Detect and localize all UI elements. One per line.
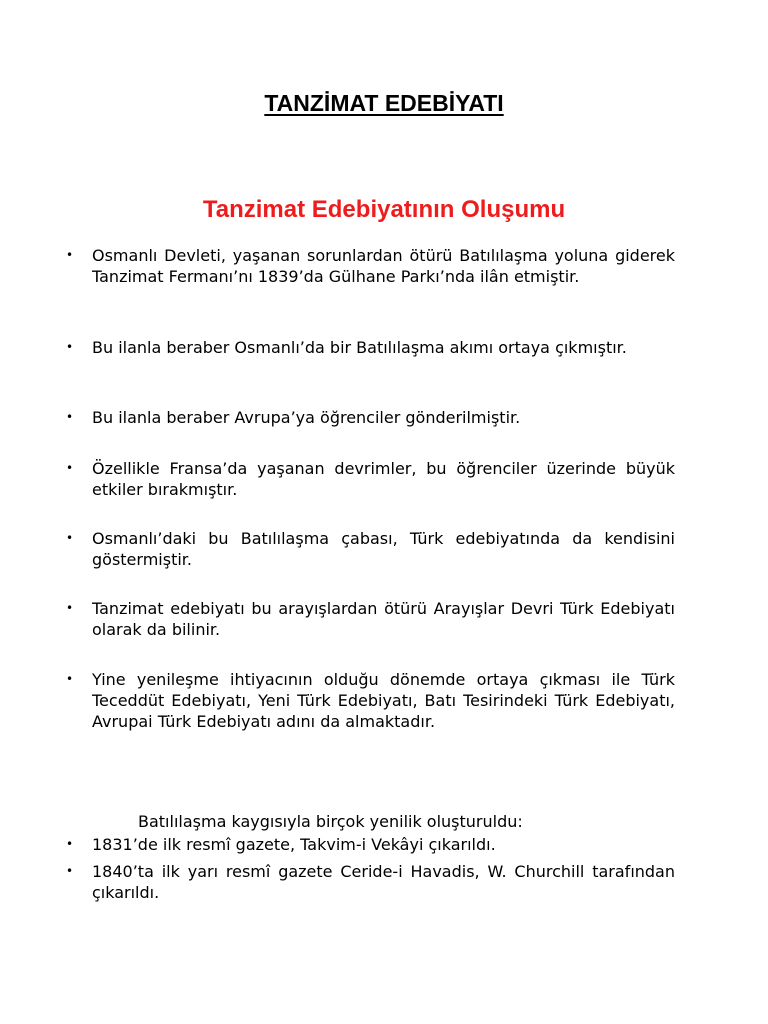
list-item-text: Tanzimat edebiyatı bu arayışlardan ötürü Arayışlar Devri Türk Edebiyatı olarak da bilinir.: [92, 599, 675, 639]
bullet-icon: •: [66, 601, 74, 615]
innovations-intro: Batılılaşma kaygısıyla birçok yenilik oluşturuldu:: [138, 812, 523, 831]
bullet-icon: •: [66, 248, 74, 262]
bullet-icon: •: [66, 461, 74, 475]
list-item-text: Yine yenileşme ihtiyacının olduğu dönemde ortaya çıkması ile Türk Teceddüt Edebiyatı, Yeni Türk Edebiyatı, Batı Tesirindeki Türk Edebiyatı, Avrupai Türk Edebiyatı adını da almaktadır.: [92, 670, 675, 731]
bullet-icon: •: [66, 837, 74, 851]
list-item-text: Osmanlı Devleti, yaşanan sorunlardan ötürü Batılılaşma yoluna giderek Tanzimat Fermanı’nı 1839’da Gülhane Parkı’nda ilân etmiştir.: [92, 246, 675, 286]
list-item-text: Özellikle Fransa’da yaşanan devrimler, bu öğrenciler üzerinde büyük etkiler bırakmıştır.: [92, 459, 675, 499]
document-title: TANZİMAT EDEBİYATI: [264, 90, 504, 116]
bullet-icon: •: [66, 864, 74, 878]
list-item-text: 1831’de ilk resmî gazete, Takvim-i Vekâyi çıkarıldı.: [92, 835, 496, 854]
bullet-icon: •: [66, 531, 74, 545]
bullet-icon: •: [66, 340, 74, 354]
bullet-icon: •: [66, 410, 74, 424]
bullet-icon: •: [66, 672, 74, 686]
list-item-text: 1840’ta ilk yarı resmî gazete Ceride-i Havadis, W. Churchill tarafından çıkarıldı.: [92, 862, 675, 902]
section-title: Tanzimat Edebiyatının Oluşumu: [202, 196, 566, 223]
list-item-text: Bu ilanla beraber Osmanlı’da bir Batılılaşma akımı ortaya çıkmıştır.: [92, 338, 627, 357]
list-item-text: Osmanlı’daki bu Batılılaşma çabası, Türk edebiyatında da kendisini göstermiştir.: [92, 529, 675, 569]
list-item-text: Bu ilanla beraber Avrupa’ya öğrenciler gönderilmiştir.: [92, 408, 521, 427]
